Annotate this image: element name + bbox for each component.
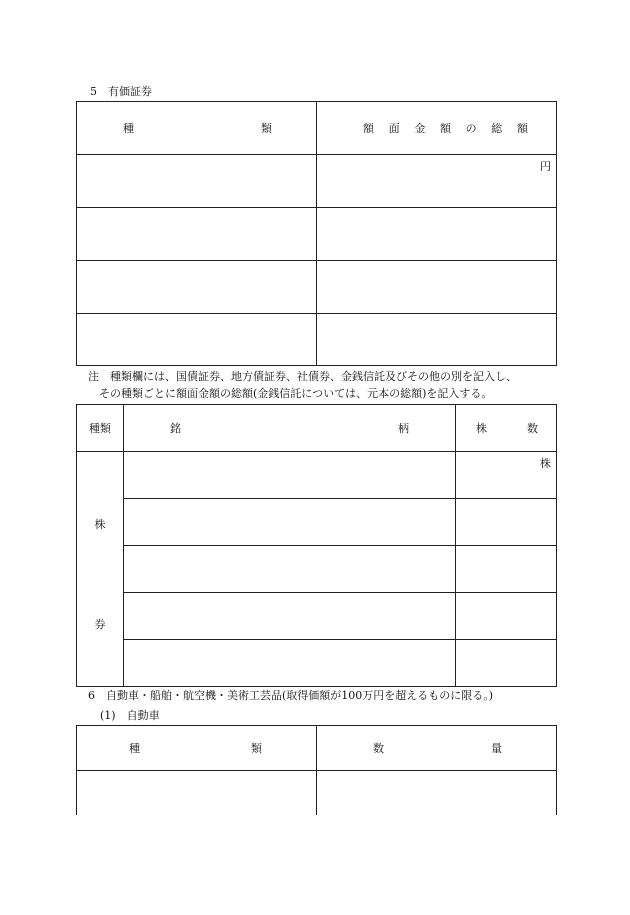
stock-shares-cell[interactable] xyxy=(456,499,557,546)
stock-shares-header-char-1: 株 xyxy=(476,422,487,435)
stock-issue-cell[interactable] xyxy=(124,452,456,499)
total-header-char: 総 xyxy=(491,122,503,135)
note-line-2: その種類ごとに額面金額の総額(金銭信託については、元本の総額)を記入する。 xyxy=(99,387,493,400)
securities-total-cell[interactable] xyxy=(317,261,557,314)
securities-kind-cell[interactable] xyxy=(77,208,317,261)
yen-unit-label: 円 xyxy=(540,160,551,173)
securities-kind-cell[interactable] xyxy=(77,314,317,366)
stock-shares-header xyxy=(456,405,557,452)
note-line-1: 注 種類欄には、国債証券、地方債証券、社債券、金銭信託及びその他の別を記入し、 xyxy=(88,370,517,383)
securities-row xyxy=(77,155,557,208)
securities-header-row xyxy=(77,102,557,155)
securities-total-cell[interactable] xyxy=(317,208,557,261)
vehicles-kind-header-char-1: 種 xyxy=(129,742,140,755)
securities-kind-header xyxy=(77,102,317,155)
stock-shares-header-char-2: 数 xyxy=(527,422,538,435)
stock-side-label-cell xyxy=(77,452,124,687)
vehicles-header-row xyxy=(77,726,557,771)
securities-total-cell[interactable] xyxy=(317,155,557,208)
section-6-1-heading: (1) 自動車 xyxy=(100,709,160,722)
vehicles-kind-header-char-2: 類 xyxy=(251,742,262,755)
stock-kind-header: 種類 xyxy=(77,405,124,452)
securities-total-header xyxy=(317,102,557,155)
stock-issue-cell[interactable] xyxy=(124,640,456,687)
stock-issue-cell[interactable] xyxy=(124,593,456,640)
stock-row xyxy=(77,452,557,499)
section-5-heading: 5 有価証券 xyxy=(90,85,152,98)
stock-shares-cell[interactable] xyxy=(456,640,557,687)
total-header-char: 額 xyxy=(516,122,528,135)
stock-table xyxy=(76,404,557,687)
securities-row xyxy=(77,208,557,261)
stock-shares-cell[interactable] xyxy=(456,452,557,499)
vehicles-quantity-header-char-2: 量 xyxy=(491,742,502,755)
stock-header-row xyxy=(77,405,557,452)
stock-side-label-bottom: 券 xyxy=(94,618,106,631)
stock-row xyxy=(77,546,557,593)
stock-shares-cell[interactable] xyxy=(456,546,557,593)
securities-row xyxy=(77,314,557,366)
vehicles-row xyxy=(77,771,557,815)
vehicles-quantity-header-char-1: 数 xyxy=(373,742,384,755)
securities-kind-cell[interactable] xyxy=(77,155,317,208)
total-header-char: 金 xyxy=(414,122,426,135)
securities-kind-cell[interactable] xyxy=(77,261,317,314)
securities-kind-header-char-2: 類 xyxy=(261,122,272,135)
total-header-char: 額 xyxy=(363,122,374,135)
stock-issue-header xyxy=(124,405,456,452)
stock-row xyxy=(77,593,557,640)
stock-row xyxy=(77,640,557,687)
stock-side-label-top: 株 xyxy=(94,518,106,531)
securities-kind-header-char-1: 種 xyxy=(123,122,134,135)
stock-issue-header-char-1: 銘 xyxy=(170,422,181,435)
vehicles-kind-cell[interactable] xyxy=(77,771,317,815)
vehicles-kind-header xyxy=(77,726,317,771)
total-header-char: の xyxy=(465,122,477,135)
vehicles-quantity-cell[interactable] xyxy=(317,771,557,815)
total-header-char: 面 xyxy=(388,122,400,135)
stock-row xyxy=(77,499,557,546)
stock-issue-cell[interactable] xyxy=(124,499,456,546)
securities-table xyxy=(76,101,557,366)
stock-issue-cell[interactable] xyxy=(124,546,456,593)
vehicles-quantity-header xyxy=(317,726,557,771)
vehicles-table xyxy=(76,725,557,815)
securities-row xyxy=(77,261,557,314)
total-header-char: 額 xyxy=(439,122,451,135)
section-6-heading: 6 自動車・船舶・航空機・美術工芸品(取得価額が100万円を超えるものに限る。) xyxy=(88,689,494,702)
shares-unit-label: 株 xyxy=(540,457,551,470)
securities-total-cell[interactable] xyxy=(317,314,557,366)
stock-issue-header-char-2: 柄 xyxy=(398,422,409,435)
stock-shares-cell[interactable] xyxy=(456,593,557,640)
